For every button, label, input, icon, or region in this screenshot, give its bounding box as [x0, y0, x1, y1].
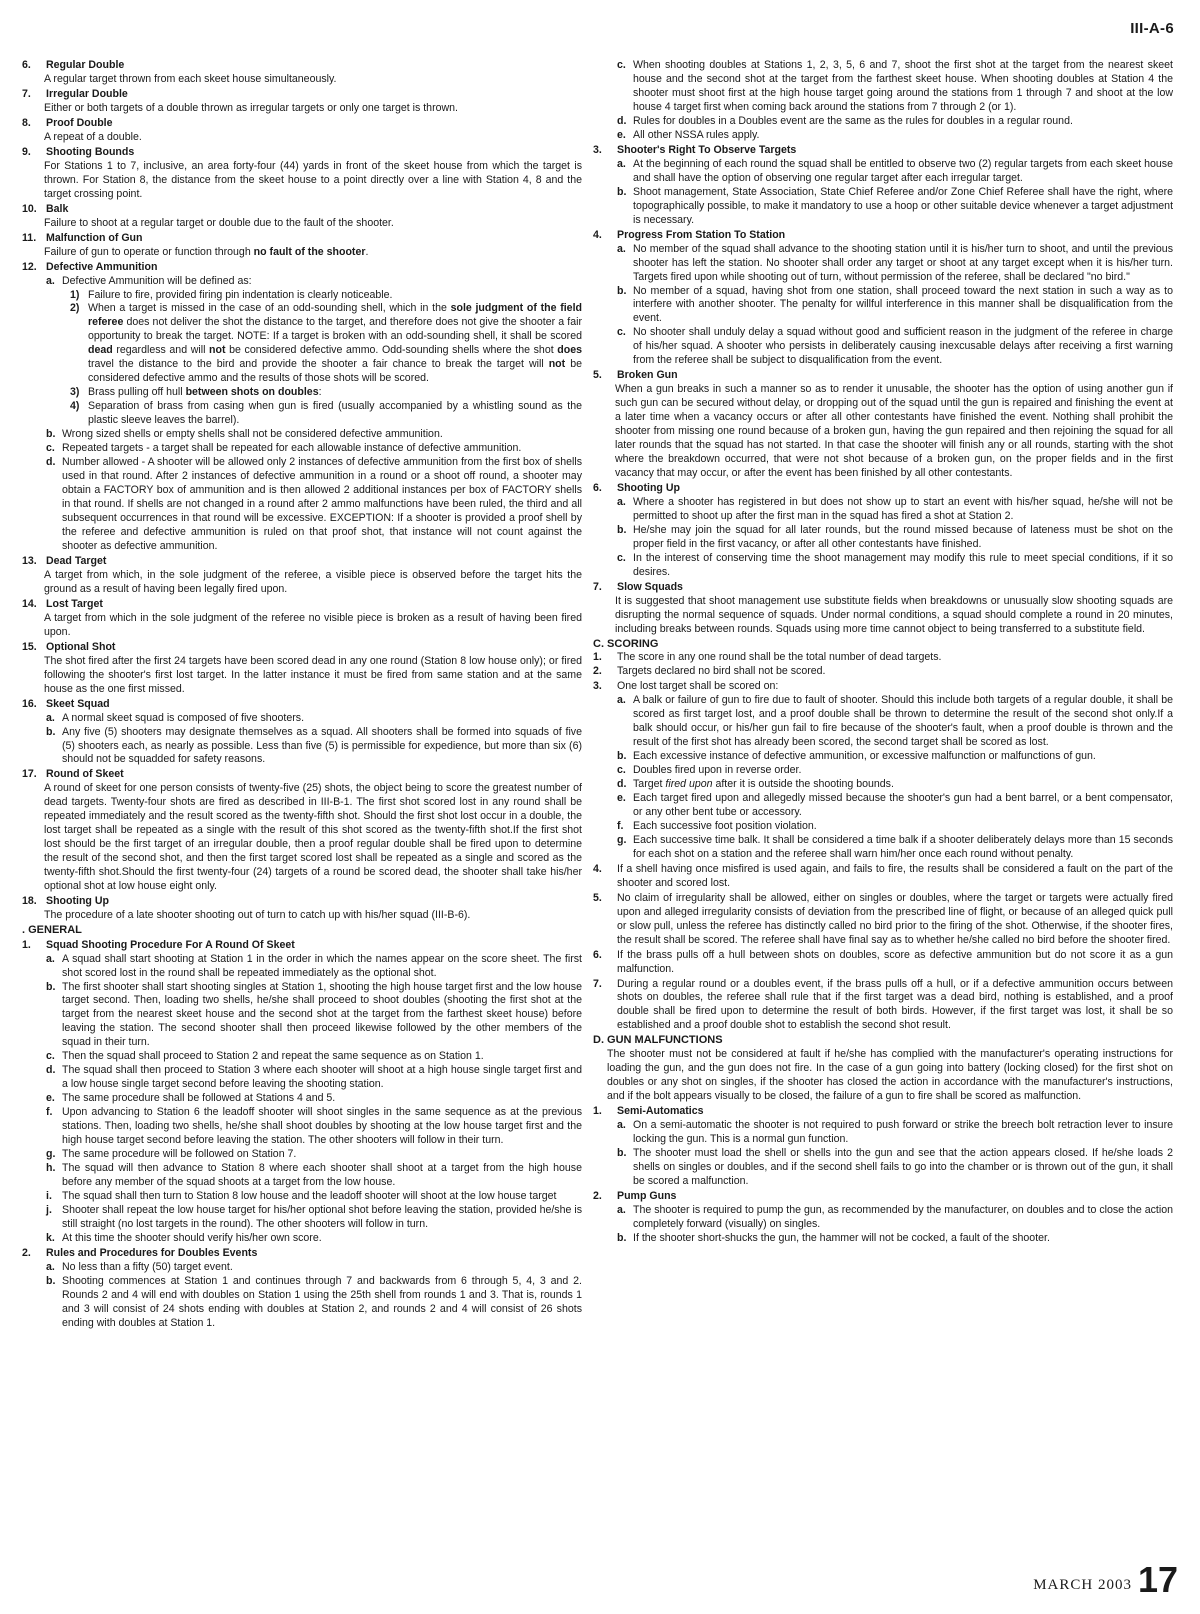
subitem: g. The same procedure will be followed on Station 7. — [46, 1148, 297, 1161]
scoring-1: 1. The score in any one round shall be the total number of dead targets. — [593, 651, 942, 664]
rule-body: Failure of gun to operate or function through no fault of the shooter. — [44, 245, 369, 258]
rule-body: It is suggested that shoot management use substitute fields when breakdowns or unusually slow shooting squads are disrupting the normal sequence of squads. Under normal conditions, a squad should complete a round in 20 minutes, including breaks between rounds. Squads using more time cannot object to being transferred to a substitute field. — [615, 594, 1173, 635]
subitem: b. Shooting commences at Station 1 and continues through 7 and backwards from 6 through 5, 4, 3 and 2. Rounds 2 and 4 will end with doubles on Station 1 using the 25th shell from rounds 1 and 3. That is, rounds 1 and 3 will consist of 24 shots ending with doubles at Station 2, and rounds 2 and 4 will consist of 26 shots ending with doubles at Station 1. — [46, 1274, 582, 1329]
subitem: a. Defective Ammunition will be defined as: — [46, 274, 252, 287]
general-1 — [22, 939, 582, 1246]
subitem: b. Any five (5) shooters may designate themselves as a squad. All shooters shall be formed into squads of five (5) shooters each, as nearly as possible. Less than five (5) is permissible for expedience, but more than six (6) should not be squadded for safety reasons. — [46, 725, 582, 766]
rule-number: 8. — [22, 116, 31, 129]
rule-title: Malfunction of Gun — [46, 231, 143, 244]
rule-9 — [22, 146, 582, 202]
rule-number: 17. — [22, 768, 37, 781]
subitem: e. The same procedure shall be followed at Stations 4 and 5. — [46, 1092, 336, 1105]
subitem: d. The squad shall then proceed to Station 3 where each shooter will shoot at a high house single target first and a low house single target second before leaving the shooting station. — [46, 1064, 582, 1091]
rule-number: 3. — [593, 143, 602, 156]
rule-8 — [22, 117, 582, 145]
rule-title: Defective Ammunition — [46, 260, 158, 273]
subitem: a. No member of the squad shall advance to the shooting station until it is his/her turn to shoot, and until the previous shooter has left the station. No shooter shall order any target or shoot at any target except when it is his/her turn. Targets fired upon while shooting out of turn, without permission of the referee, shall be declared "no bird." — [617, 242, 1173, 283]
rule-body: When a gun breaks in such a manner so as to render it unusable, the shooter has the option of using another gun if such gun can be secured without delay, or dropping out of the squad until the gun is repaired and finishing the event at a later time when a vacancy occurs or after all other contestants have finished the event. Nothing shall prohibit the shooter from missing one round because of a broken gun, having the gun repaired and then rejoining the squad for all later rounds that the squad has not started. In that case the shooter will finish any or all rounds, starting with the shot where the breakdown occurred, that were not shot because of a broken gun, on the proper fields and in the first vacancy that may occur, or after the event has been finished by all other contestants. — [615, 383, 1173, 480]
subitem: b. Each excessive instance of defective ammunition, or excessive malfunction or malfunctions of gun. — [617, 750, 1096, 763]
rule-number: 18. — [22, 895, 37, 908]
general-4 — [593, 229, 1173, 369]
rule-title: Skeet Squad — [46, 697, 110, 710]
subitem: b. The shooter must load the shell or shells into the gun and see that the action appears closed. If he/she loads 2 shells on singles or doubles, and if the second shell fails to go into the chamber or is thrown out of the gun, it shall be scored a malfunction. — [617, 1146, 1173, 1187]
subitem: e. Each target fired upon and allegedly missed because the shooter's gun had a bent barrel, or a bent compensator, or any other bent tube or accessory. — [617, 791, 1173, 818]
rule-body: A target from which in the sole judgment of the referee no visible piece is broken as a result of having been fired upon. — [44, 611, 582, 638]
subitem: i. The squad shall then turn to Station 8 low house and the leadoff shooter will shoot at the low house target — [46, 1190, 557, 1203]
subitem: a. A normal skeet squad is composed of five shooters. — [46, 711, 305, 724]
rule-number: 10. — [22, 202, 37, 215]
gun-malfunctions-2: 2. Pump Guns a. The shooter is required to pump the gun, as recommended by the manufacturer, on doubles and to close the action completely forward (visually) on singles. b. If the shooter short-shucks the gun, the hammer will not be cocked, a fault of the shooter. — [593, 1189, 1173, 1244]
general-6 — [593, 482, 1173, 580]
rule-title: Irregular Double — [46, 87, 128, 100]
rule-7 — [22, 88, 582, 116]
scoring-3: 3. One lost target shall be scored on: a. A balk or failure of gun to fire due to fault of shooter. Should this include both targets of a regular double, it shall be scored as first target lost, and a proof double shall be thrown to determine the result of the second shot only.If a balk should occur, or his/her gun fail to fire because of the shooter's fault, when a proof double is thrown and the result of the first shot has already been scored, the second target shall be scored as lost. b. Each excessive instance of defective ammunition, or excessive malfunction or malfunctions of gun. c. Doubles fired upon in reverse order. d. Target fired upon after it is outside the shooting bounds. e. Each target fired upon and allegedly missed because the shooter's gun had a bent barrel, or a bent compensator, or any other bent tube or accessory. f. Each successive foot position violation. g. Each successive time balk. It shall be considered a time balk if a shooter deliberately delays more than 15 seconds for each shot on a station and the referee shall warn him/her once each round without penalty. — [593, 680, 1173, 860]
rule-6 — [22, 59, 582, 87]
general-3 — [593, 144, 1173, 228]
rule-title: Rules and Procedures for Doubles Events — [46, 1246, 258, 1259]
rule-number: 16. — [22, 697, 37, 710]
subitem: d. Target fired upon after it is outside the shooting bounds. — [617, 777, 894, 790]
subitem: k. At this time the shooter should verify his/her own score. — [46, 1231, 322, 1244]
rule-number: 1. — [22, 938, 31, 951]
rule-number: 14. — [22, 597, 37, 610]
scoring-6: 6. If the brass pulls off a hull between shots on doubles, score as defective ammunition but do not score it as a gun malfunction. — [593, 948, 1173, 975]
subsubitem: 1) Failure to fire, provided firing pin indentation is clearly noticeable. — [70, 288, 393, 301]
section-heading-gun-malfunctions: D. GUN MALFUNCTIONS — [593, 1034, 723, 1047]
issue-date: MARCH 2003 — [1033, 1577, 1132, 1593]
subitem: c. Then the squad shall proceed to Station 2 and repeat the same sequence as on Station 1. — [46, 1050, 484, 1063]
page-number: 17 — [1137, 1559, 1178, 1600]
general-5 — [593, 369, 1173, 481]
general-7 — [593, 581, 1173, 637]
subitem: b. No member of a squad, having shot from one station, shall proceed toward the next station in such a way as to interfere with another shooter. The penalty for willful interference in this manner shall be disqualification from the event. — [617, 284, 1173, 325]
subitem: a. A balk or failure of gun to fire due to fault of shooter. Should this include both targets of a regular double, it shall be scored as first target lost, and a proof double shall be thrown to determine the result of the second shot only.If a balk should occur, or his/her gun fail to fire because of the shooter's fault, when a proof double is thrown and the result of the first shot has already been scored, the second target shall be scored as lost. — [617, 694, 1173, 749]
rule-14 — [22, 598, 582, 640]
subitem: g. Each successive time balk. It shall be considered a time balk if a shooter deliberately delays more than 15 seconds for each shot on a station and the referee shall warn him/her once each round without penalty. — [617, 833, 1173, 860]
rule-title: Slow Squads — [617, 580, 683, 593]
subitem: a. At the beginning of each round the squad shall be entitled to observe two (2) regular targets from each skeet house and shall have the option of observing one regular target after each irregular target. — [617, 157, 1173, 184]
subitem: d. Number allowed - A shooter will be allowed only 2 instances of defective ammunition from the first box of shells used in that round. After 2 instances of defective ammunition in a round or a shoot off round, a shooter may obtain a FACTORY box of ammunition and is then allowed 2 additional instances per box of FACTORY shells in that round. If shells are not changed in a round after 2 ammo malfunctions have been ruled, the third and all subsequent occurrences in that round will be excessive. EXCEPTION: If a shooter is provided a proof shell by the referee and defective ammunition is ruled on that proof shot, that instance will not count against the shooter as defective ammunition. — [46, 456, 582, 552]
rule-18 — [22, 895, 582, 923]
subitem: f. Upon advancing to Station 6 the leadoff shooter will shoot singles in the same sequence as at the previous stations. Then, loading two shells, he/she shall shoot doubles by shooting at the low house target first and the high house target second before leaving the station. The other shooters will follow in their turn. — [46, 1106, 582, 1147]
rule-number: 6. — [593, 482, 602, 495]
rule-15 — [22, 641, 582, 697]
gun-malfunctions-1: 1. Semi-Automatics a. On a semi-automatic the shooter is not required to push forward or strike the breech bolt retraction lever to insure locking the gun. This is a normal gun function. b. The shooter must load the shell or shells into the gun and see that the action appears closed. If he/she loads 2 shells on singles or doubles, and if the second shell fails to go into the chamber or is thrown out of the gun, it shall be scored a malfunction. — [593, 1104, 1173, 1187]
subitem: c. Doubles fired upon in reverse order. — [617, 763, 802, 776]
subitem: c. In the interest of conserving time the shoot management may modify this rule to meet special conditions, if it so desires. — [617, 551, 1173, 578]
subitem: a. Where a shooter has registered in but does not show up to start an event with his/her squad, he/she will not be permitted to shoot up after the first man in the squad has fired a shot at Station 2. — [617, 496, 1173, 522]
subitem: b. The first shooter shall start shooting singles at Station 1, shooting the high house target first and the low house target second. Then, loading two shells, he/she shall proceed to shoot doubles (shooting the first shot at the target from the nearest skeet house and the second shot at the target from the farthest skeet house) before leaving the station. The second shooter shall then proceed likewise followed by the other members of the squad in their turn. — [46, 980, 582, 1049]
subitem: d. Rules for doubles in a Doubles event are the same as the rules for doubles in a regular round. — [617, 114, 1073, 127]
scoring-5: 5. No claim of irregularity shall be allowed, either on singles or doubles, where the target or targets were actually fired upon and alleged irregularity consists of deviation from the prescribed line of flight, or because of an alleged quick pull or slow pull, unless the referee has distinctly called no bird prior to the firing of the shot. Otherwise, if the shooter fires, the result shall be scored. The referee shall have final say as to whether he/she called no bird before the shooter fired. — [593, 891, 1173, 946]
subitem: b. He/she may join the squad for all later rounds, but the round missed because of lateness must be shot on the proper field in the first vacancy, or after all other contestants have finished. — [617, 523, 1173, 550]
rule-title: Broken Gun — [617, 369, 678, 382]
rule-title: Shooting Bounds — [46, 145, 135, 158]
gun-malfunctions-body: The shooter must not be considered at fault if he/she has complied with the manufacturer's operating instructions for loading the gun, and the gun does not fire. In the case of a gun going into battery (locking closed) for the first shot on doubles or any shot on singles, if the shooter has closed the action in accordance with the manufacturer's instructions, and if the bolt appears visually to be closed, the failure of a gun to fire shall be scored as malfunction. — [607, 1047, 1173, 1102]
rule-title: Regular Double — [46, 59, 125, 71]
subitem: c. Repeated targets - a target shall be repeated for each allowable instance of defective ammunition. — [46, 442, 522, 455]
subsubitem: 2) When a target is missed in the case of an odd-sounding shell, which in the sole judgment of the field referee does not deliver the shot the distance to the target, and therefore does not give the shooter a fair opportunity to break the target. NOTE: If a target is broken with an odd-sounding shell, it shall be scored dead regardless and will not be considered defective ammo. Odd-sounding shells where the shot does travel the distance to the bird and provide the shooter a fair chance to break the target will not be considered defective ammo and the results of those shots will be scored. — [70, 302, 582, 385]
subitem: b. Shoot management, State Association, State Chief Referee and/or Zone Chief Referee shall have the right, where topographically possible, to make it mandatory to use a hoop or other suitable device whenever a target adjustment is necessary. — [617, 185, 1174, 226]
rule-16 — [22, 698, 582, 768]
rule-number: 11. — [22, 231, 37, 244]
rule-title: Balk — [46, 202, 69, 215]
rule-title: Progress From Station To Station — [617, 228, 786, 241]
left-column — [22, 58, 582, 1331]
rule-number: 12. — [22, 260, 37, 273]
rule-body: The shot fired after the first 24 targets have been scored dead in any one round (Station 8 low house only); or fired following the shooter's first lost target. In the latter instance it must be fired from same station and at the same house as the one first missed. — [44, 654, 582, 695]
subitem: b. If the shooter short-shucks the gun, the hammer will not be cocked, a fault of the shooter. — [617, 1231, 1050, 1244]
scoring-2: 2. Targets declared no bird shall not be scored. — [593, 665, 826, 678]
page-footer — [1033, 1559, 1178, 1600]
rule-title: Proof Double — [46, 116, 113, 129]
rule-17 — [22, 768, 582, 894]
page-code: III-A-6 — [1130, 20, 1174, 37]
rule-body: The procedure of a late shooter shooting out of turn to catch up with his/her squad (III-B-6). — [44, 909, 471, 922]
rule-title: Squad Shooting Procedure For A Round Of Skeet — [46, 938, 295, 951]
subitem: a. The shooter is required to pump the gun, as recommended by the manufacturer, on doubles and to close the action completely forward (visually) on singles. — [617, 1203, 1173, 1230]
rule-number: 4. — [593, 228, 602, 241]
general-2-continued — [593, 59, 1173, 143]
rule-10 — [22, 203, 582, 231]
rule-body: A regular target thrown from each skeet house simultaneously. — [44, 72, 337, 85]
rule-title: Lost Target — [46, 597, 103, 610]
rule-title: Shooting Up — [46, 895, 109, 908]
rule-body: A repeat of a double. — [44, 130, 142, 143]
section-heading-general: . GENERAL — [22, 924, 82, 937]
section-heading-scoring: C. SCORING — [593, 637, 659, 650]
right-column — [593, 58, 1173, 1245]
rule-number: 5. — [593, 369, 602, 382]
rule-number: 13. — [22, 554, 37, 567]
rule-body: For Stations 1 to 7, inclusive, an area forty-four (44) yards in front of the skeet house from which the target is thrown. For Station 8, the distance from the skeet house to a point directly over a line with Station 4, 8 and the target crossing point. — [44, 159, 582, 200]
rule-number: 15. — [22, 640, 37, 653]
rule-number: 7. — [22, 87, 31, 100]
rule-number: 9. — [22, 145, 31, 158]
rule-title: Round of Skeet — [46, 768, 124, 781]
rule-title: Shooting Up — [617, 482, 680, 495]
subitem: b. Wrong sized shells or empty shells shall not be considered defective ammunition. — [46, 428, 443, 441]
subitem: c. When shooting doubles at Stations 1, 2, 3, 5, 6 and 7, shoot the first shot at the target from the nearest skeet house and the second shot at the target from the farthest skeet house. When shooting doubles at Station 4 the shooter must shoot first at the high house target going around the stations from 1 through 7 and shoot at the low house 4 target first when coming back around the stations from 7 through 2 (or 1). — [617, 59, 1173, 113]
rule-body: A target from which, in the sole judgment of the referee, a visible piece is observed before the target hits the ground as a result of having been legally fired upon. — [44, 568, 582, 595]
rule-title: Optional Shot — [46, 640, 116, 653]
rule-number: 2. — [22, 1246, 31, 1259]
subsubitem: 3) Brass pulling off hull between shots on doubles: — [70, 386, 322, 399]
subitem: a. No less than a fifty (50) target event. — [46, 1260, 233, 1273]
rule-number: 7. — [593, 580, 602, 593]
rule-body: A round of skeet for one person consists of twenty-five (25) shots, the object being to score the greatest number of dead targets. Twenty-four shots are fired as described in III-B-1. The first shot scored lost in any round shall be repeated immediately and the result scored as the twenty-fifth shot. Should the first shot lost occur in a double, the lost target shall be repeated as a single with the result of this shot scored as the twenty-fifth shot.If the first shot lost should be the first target of an irregular double, then a proof regular double shall be fired upon to determine the result of the second shot, and then the first target scored lost shall be repeated as a single and scored as the twenty-fifth shot.Should the first twenty-four (24) targets of a round be scored dead, the shooter shall take his/her optional shot at low house eight only. — [44, 782, 582, 893]
subitem: e. All other NSSA rules apply. — [617, 128, 760, 141]
subsubitem: 4) Separation of brass from casing when gun is fired (usually accompanied by a whistling sound as the plastic sleeve leaves the barrel). — [70, 400, 582, 427]
subitem: a. On a semi-automatic the shooter is not required to push forward or strike the breech bolt retraction lever to insure locking the gun. This is a normal gun function. — [617, 1118, 1173, 1145]
rule-title: Dead Target — [46, 554, 107, 567]
rule-body: Failure to shoot at a regular target or double due to the fault of the shooter. — [44, 216, 394, 229]
scoring-4: 4. If a shell having once misfired is used again, and fails to fire, the results shall be considered a fault on the part of the shooter and scored lost. — [593, 862, 1173, 889]
rule-13 — [22, 555, 582, 597]
subitem: f. Each successive foot position violation. — [617, 819, 817, 832]
subitem: a. A squad shall start shooting at Station 1 in the order in which the names appear on the score sheet. The first shot scored lost in the round shall be repeated immediately as the optional shot. — [46, 952, 582, 979]
subitem: h. The squad will then advance to Station 8 where each shooter shall shoot at a target from the high house before any member of the squad shoots at a target from the low house. — [46, 1162, 582, 1189]
rule-11 — [22, 232, 582, 260]
subitem: c. No shooter shall unduly delay a squad without good and sufficient reason in the judgment of the referee in charge of his/her squad. A shooter who persists in deliberately causing inexcusable delays after receiving a first warning from the referee shall be subject to disqualification from the event. — [617, 326, 1173, 367]
rule-body: Either or both targets of a double thrown as irregular targets or only one target is thrown. — [44, 101, 458, 114]
scoring-7: 7. During a regular round or a doubles event, if the brass pulls off a hull, or if a defective ammunition occurs between shots on doubles, the referee shall rule that if the first target was a dead bird, nothing is established, and a proof double shall be fired upon to determine the result of both birds. However, if the first target was lost, it shall be so established and a proof double shot to establish the second shot result. — [593, 977, 1173, 1032]
rule-title: Shooter's Right To Observe Targets — [617, 143, 797, 156]
rule-number: 6. — [22, 59, 31, 71]
rule-12 — [22, 261, 582, 554]
general-2 — [22, 1247, 582, 1331]
subitem: j. Shooter shall repeat the low house target for his/her optional shot before leaving the station, provided he/she is still straight (no lost targets in the round). The other shooters will follow in turn. — [46, 1204, 582, 1230]
